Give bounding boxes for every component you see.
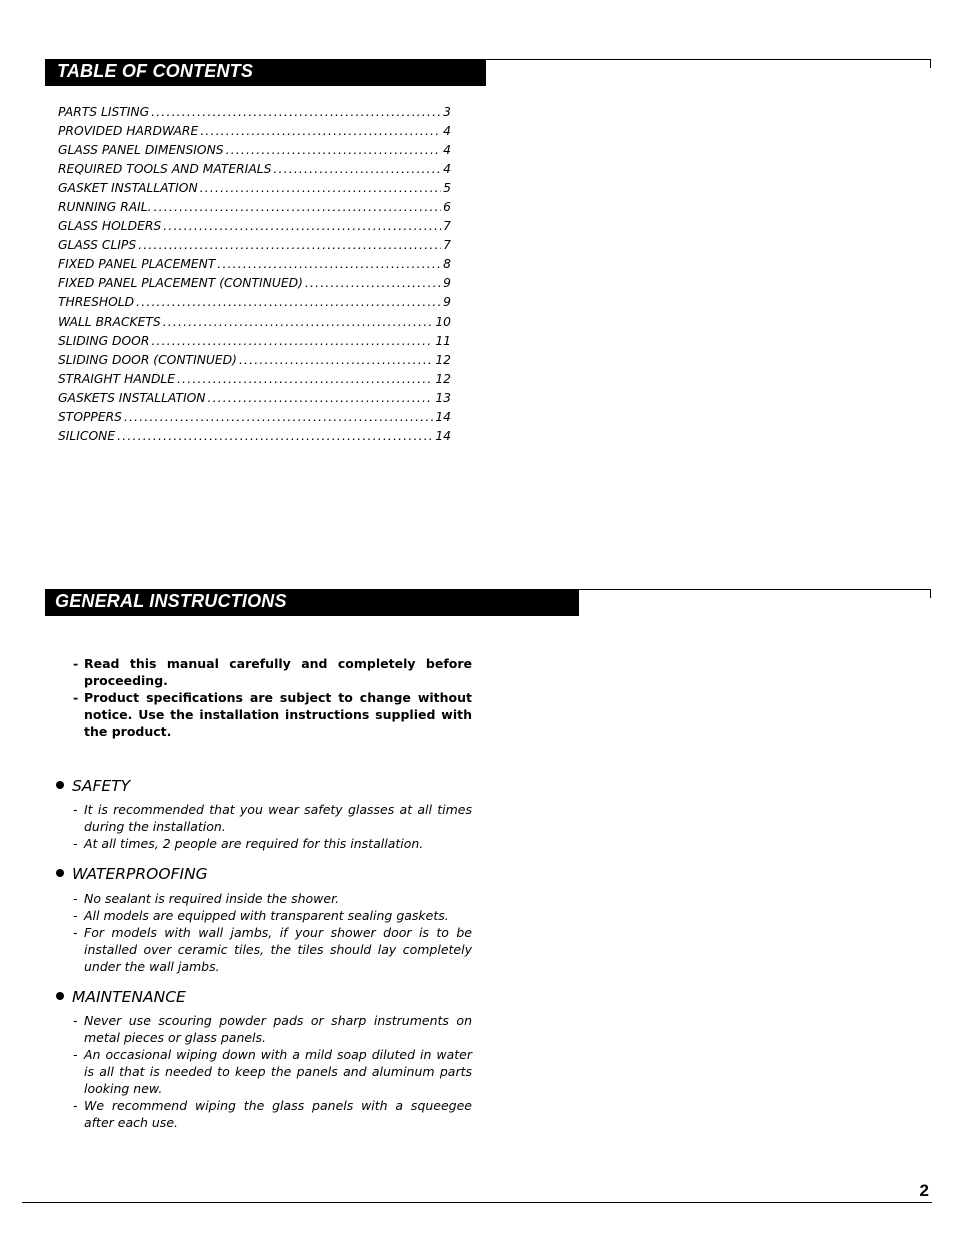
toc-entry (58, 293, 451, 312)
toc-dot-leader (177, 372, 433, 386)
general-title-bar (45, 589, 579, 616)
list-item: - An occasional wiping down with a mild soap diluted in water is all that is needed to keep the panels and aluminum parts looking new. (73, 1046, 472, 1097)
general-title: GENERAL INSTRUCTIONS (55, 591, 287, 611)
toc-dot-leader (305, 276, 441, 290)
list-item: - Product specifications are subject to change without notice. Use the installation instructions supplied with the product. (73, 689, 472, 740)
toc-entry-label: GLASS PANEL DIMENSIONS (58, 142, 224, 157)
toc-dot-leader (273, 162, 441, 176)
toc-dot-leader (151, 334, 433, 348)
footer-rule (22, 1202, 932, 1203)
toc-entry-page: 5 (443, 180, 451, 195)
toc-dot-leader (200, 181, 442, 195)
toc-entry-label: GLASS HOLDERS (58, 219, 162, 234)
toc-dot-leader (124, 410, 433, 424)
waterproofing-heading-text: WATERPROOFING (72, 865, 208, 883)
toc-entry-page: 13 (435, 390, 451, 405)
toc-entry-page: 9 (443, 276, 451, 291)
toc-header-rule-end (930, 59, 931, 68)
toc-entry (58, 427, 451, 446)
toc-entry-page: 4 (443, 123, 451, 138)
toc-entry-label: FIXED PANEL PLACEMENT (58, 257, 216, 272)
toc-entry-page: 6 (443, 200, 451, 215)
toc-entry-label: REQUIRED TOOLS AND MATERIALS (58, 161, 272, 176)
toc-dot-leader (154, 200, 442, 214)
toc-entry-label: STOPPERS (58, 410, 122, 425)
toc-dot-leader (200, 124, 441, 138)
bullet-icon (56, 781, 64, 789)
toc-entry (58, 369, 451, 388)
toc-title-bar (45, 59, 486, 86)
toc-entry-page: 8 (443, 257, 451, 272)
toc-entry (58, 102, 451, 121)
list-item: - Never use scouring powder pads or sharp instruments on metal pieces or glass panels. (73, 1012, 472, 1046)
maintenance-list (73, 1012, 472, 1131)
toc-entry-label: STRAIGHT HANDLE (58, 371, 176, 386)
safety-list (73, 801, 472, 852)
toc-entry (58, 140, 451, 159)
toc-entry-page: 4 (443, 161, 451, 176)
toc-entry-page: 4 (443, 142, 451, 157)
toc-dot-leader (217, 257, 441, 271)
toc-entry-page: 10 (435, 314, 451, 329)
list-item: - For models with wall jambs, if your shower door is to be installed over ceramic tiles, the tiles should lay completely under the wall jambs. (73, 924, 472, 975)
toc-entry-page: 7 (443, 238, 451, 253)
list-item: - All models are equipped with transparent sealing gaskets. (73, 907, 472, 924)
toc-entry-page: 3 (443, 104, 451, 119)
toc-entry (58, 388, 451, 407)
toc-entry (58, 178, 451, 197)
toc-entry (58, 312, 451, 331)
toc-entry-label: WALL BRACKETS (58, 314, 161, 329)
toc-entry-page: 7 (443, 219, 451, 234)
toc-header-rule (486, 59, 931, 60)
waterproofing-list (73, 890, 472, 975)
toc-entry-page: 12 (435, 352, 451, 367)
toc-entry-label: RUNNING RAIL. (58, 200, 152, 215)
toc-entry (58, 255, 451, 274)
list-item: - No sealant is required inside the shower. (73, 890, 472, 907)
maintenance-heading-text: MAINTENANCE (72, 988, 186, 1006)
toc-entry-label: FIXED PANEL PLACEMENT (CONTINUED) (58, 276, 303, 291)
toc-dot-leader (163, 219, 441, 233)
toc-list (58, 102, 451, 446)
toc-dot-leader (207, 391, 433, 405)
toc-entry (58, 236, 451, 255)
safety-heading-text: SAFETY (72, 777, 131, 795)
toc-entry (58, 274, 451, 293)
safety-heading (56, 777, 130, 795)
maintenance-heading (56, 988, 186, 1006)
toc-entry-label: SLIDING DOOR (CONTINUED) (58, 352, 237, 367)
toc-title: TABLE OF CONTENTS (57, 61, 254, 81)
toc-dot-leader (117, 429, 433, 443)
list-item: - It is recommended that you wear safety glasses at all times during the installation. (73, 801, 472, 835)
general-header-rule (579, 589, 931, 590)
toc-entry-page: 14 (435, 410, 451, 425)
toc-entry-label: GLASS CLIPS (58, 238, 137, 253)
toc-entry (58, 217, 451, 236)
toc-entry-label: PROVIDED HARDWARE (58, 123, 199, 138)
toc-entry-label: GASKETS INSTALLATION (58, 390, 206, 405)
bullet-icon (56, 869, 64, 877)
bullet-icon (56, 992, 64, 1000)
toc-entry (58, 121, 451, 140)
toc-entry-page: 9 (443, 295, 451, 310)
toc-entry-label: THRESHOLD (58, 295, 135, 310)
list-item: - Read this manual carefully and completely before proceeding. (73, 655, 472, 689)
list-item: - We recommend wiping the glass panels with a squeegee after each use. (73, 1097, 472, 1131)
toc-entry-label: SILICONE (58, 429, 116, 444)
toc-entry (58, 331, 451, 350)
toc-entry (58, 408, 451, 427)
general-header-rule-end (930, 589, 931, 598)
page-number: 2 (919, 1181, 929, 1200)
list-item: - At all times, 2 people are required for this installation. (73, 835, 472, 852)
toc-entry-label: GASKET INSTALLATION (58, 180, 198, 195)
toc-dot-leader (163, 315, 434, 329)
toc-entry-label: PARTS LISTING (58, 104, 150, 119)
toc-entry-page: 14 (435, 429, 451, 444)
toc-entry-label: SLIDING DOOR (58, 333, 150, 348)
toc-dot-leader (138, 238, 441, 252)
toc-dot-leader (136, 295, 441, 309)
toc-entry (58, 350, 451, 369)
toc-entry-page: 12 (435, 371, 451, 386)
general-instructions-list (73, 655, 472, 740)
waterproofing-heading (56, 865, 208, 883)
toc-entry (58, 197, 451, 216)
toc-dot-leader (239, 353, 433, 367)
toc-dot-leader (226, 143, 442, 157)
toc-dot-leader (151, 105, 441, 119)
toc-entry (58, 159, 451, 178)
toc-entry-page: 11 (435, 333, 451, 348)
